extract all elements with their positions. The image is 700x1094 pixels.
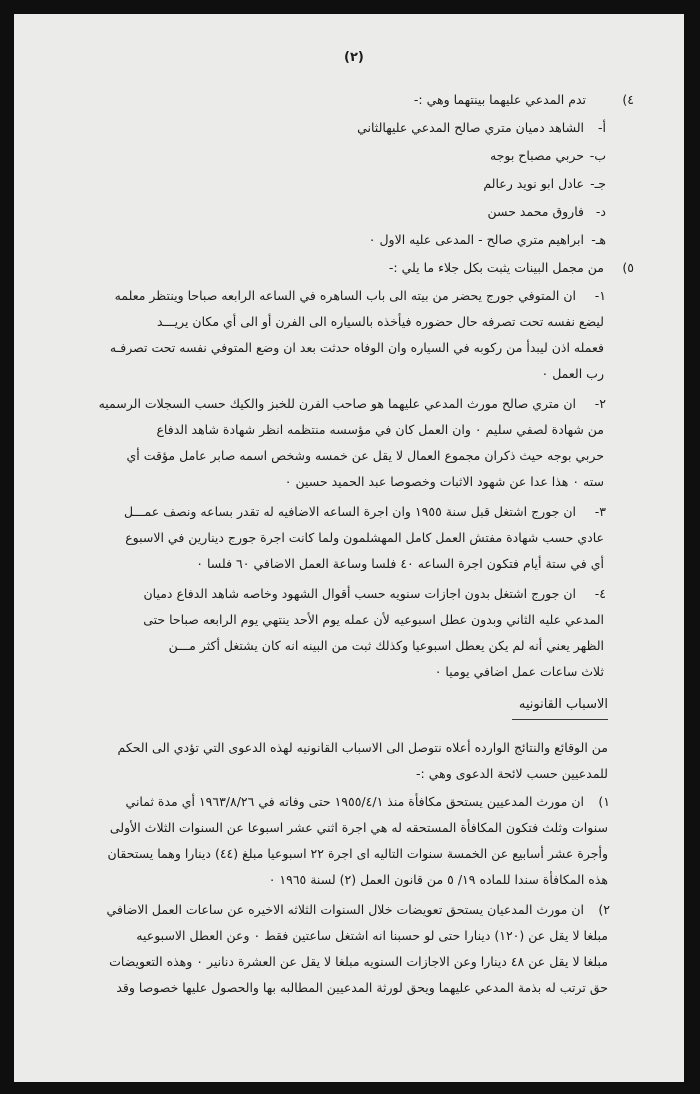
text-line: ان جورج اشتغل قبل سنة ١٩٥٥ وان اجرة الساعه الاضافيه له تقدر بساعه ونصف عمـــل bbox=[124, 504, 576, 519]
text-line: ان متري صالح مورث المدعي عليهما هو صاحب الفرن للخبز والكيك حسب السجلات الرسميه bbox=[98, 396, 576, 411]
text-line: من شهادة لصفي سليم ٠ وان العمل كان في مؤسسه منتظمه انظر شهادة شاهد الدفاع bbox=[156, 422, 604, 437]
text-line: ثلاث ساعات عمل اضافي يوميا ٠ bbox=[434, 664, 604, 679]
text-line: أي في ستة أيام فتكون اجرة الساعه ٤٠ فلسا وساعة العمل الاضافي ٦٠ فلسا ٠ bbox=[196, 556, 604, 571]
witness-name: عادل ابو نويد رعالم bbox=[483, 176, 584, 191]
document-page bbox=[14, 14, 684, 1082]
text-line: ليضع نفسه تحت تصرفه حال حضوره فيأخذه بالسياره الى الفرن أو الى أي مكان يريـــد bbox=[157, 314, 604, 329]
item-label: ٢) bbox=[598, 902, 610, 917]
item-label: د- bbox=[595, 204, 606, 219]
text-line: سنوات وثلث فتكون المكافأة المستحقه له هي اجرة اثني عشر اسبوعا عن السنوات الثلاث الأولى bbox=[109, 820, 608, 835]
text-line: ان جورج اشتغل بدون اجازات سنويه حسب أقوال الشهود وخاصه شاهد الدفاع دميان bbox=[143, 586, 576, 601]
item-label: ٣- bbox=[594, 504, 606, 519]
section-intro: من مجمل البينات يثبت بكل جلاء ما يلي :- bbox=[388, 260, 604, 275]
section-number: ٥) bbox=[622, 260, 634, 275]
text-line: مبلغا لا يقل عن (١٢٠) دينارا حتى لو حسبنا انه اشتغل ساعتين فقط ٠ وعن العطل الاسبوعيه bbox=[136, 928, 608, 943]
witness-name: ابراهيم متري صالح - المدعى عليه الاول ٠ bbox=[368, 232, 584, 247]
witness-name: فاروق محمد حسن bbox=[487, 204, 584, 219]
text-line: مبلغا لا يقل عن ٤٨ دينارا وعن الاجازات السنويه مبلغا لا يقل عن العشرة دنانير ٠ وهذه التعويضات bbox=[109, 954, 608, 969]
text-line: حربي بوجه حيث ذكران مجموع العمال لا يقل عن خمسه وشخص اسمه صابر عامل مؤقت أي bbox=[126, 448, 604, 463]
text-line: وأجرة عشر أسابيع عن الخمسة سنوات التاليه اى اجرة ٢٢ اسبوعيا مبلغ (٤٤) دينارا وهما يستحقان bbox=[107, 846, 608, 861]
text-line: هذه المكافأة سندا للماده ١٩/ ٥ من قانون العمل (٢) لسنة ١٩٦٥ ٠ bbox=[268, 872, 608, 887]
witness-name: الشاهد دميان متري صالح المدعي عليهالثاني bbox=[357, 120, 584, 135]
text-line: رب العمل ٠ bbox=[541, 366, 604, 381]
item-label: ١- bbox=[594, 288, 606, 303]
item-label: أ- bbox=[598, 120, 606, 135]
item-label: ١) bbox=[598, 794, 610, 809]
section-intro: تدم المدعي عليهما بينتهما وهي :- bbox=[413, 92, 586, 107]
text-line: ان المتوفي جورج يحضر من بيته الى باب الساهره في الساعه الرابعه صباحا وينتظر معلمه bbox=[114, 288, 576, 303]
text-line: ان مورث المدعيين يستحق مكافأة منذ ١٩٥٥/٤/١ حتى وفاته في ١٩٦٣/٨/٢٦ أي مدة ثماني bbox=[125, 794, 584, 809]
item-label: هـ- bbox=[591, 232, 606, 247]
witness-name: حربي مصباح بوجه bbox=[489, 148, 584, 163]
heading-underline bbox=[512, 719, 608, 720]
item-label: ٢- bbox=[594, 396, 606, 411]
item-label: جـ- bbox=[590, 176, 606, 191]
text-line: حق ترتب له بذمة المدعي عليهما ويحق لورثة المدعيين المطالبه بها والحصول عليها خصوصا وقد bbox=[116, 980, 608, 995]
page-number: (٢) bbox=[344, 50, 364, 65]
text-line: فعمله اذن ليبدأ من ركوبه في السياره وان الوفاه حدثت بعد ان وضع المتوفي نفسه تحت تصرفـه bbox=[109, 340, 604, 355]
section-number: ٤) bbox=[622, 92, 634, 107]
text-line: من الوقائع والنتائج الوارده أعلاه نتوصل الى الاسباب القانونيه لهذه الدعوى التي تؤدي الى الحكم bbox=[117, 740, 608, 755]
text-line: للمدعيين حسب لائحة الدعوى وهي :- bbox=[416, 766, 608, 781]
text-line: عادي حسب شهادة مفتش العمل كامل المهشلمون ولما كانت اجرة جورج دينارين في الاسبوع bbox=[125, 530, 604, 545]
item-label: ب- bbox=[589, 148, 606, 163]
section-heading: الاسباب القانونيه bbox=[518, 697, 608, 712]
text-line: الظهر يعني أنه لم يكن يعطل اسبوعيا وكذلك ثبت من البينه انه كان يشتغل أكثر مـــن bbox=[168, 638, 604, 653]
text-line: سته ٠ هذا عدا عن شهود الاثبات وخصوصا عبد الحميد حسين ٠ bbox=[284, 474, 604, 489]
document-body bbox=[14, 14, 684, 1082]
text-line: المدعي عليه الثاني وبدون عطل اسبوعيه لأن عمله يوم الأحد ينتهي يوم الرابعه صباحا حتى bbox=[143, 612, 604, 627]
text-line: ان مورث المدعيان يستحق تعويضات خلال السنوات الثلاثه الاخيره عن ساعات العمل الاضافي bbox=[106, 902, 584, 917]
item-label: ٤- bbox=[594, 586, 606, 601]
